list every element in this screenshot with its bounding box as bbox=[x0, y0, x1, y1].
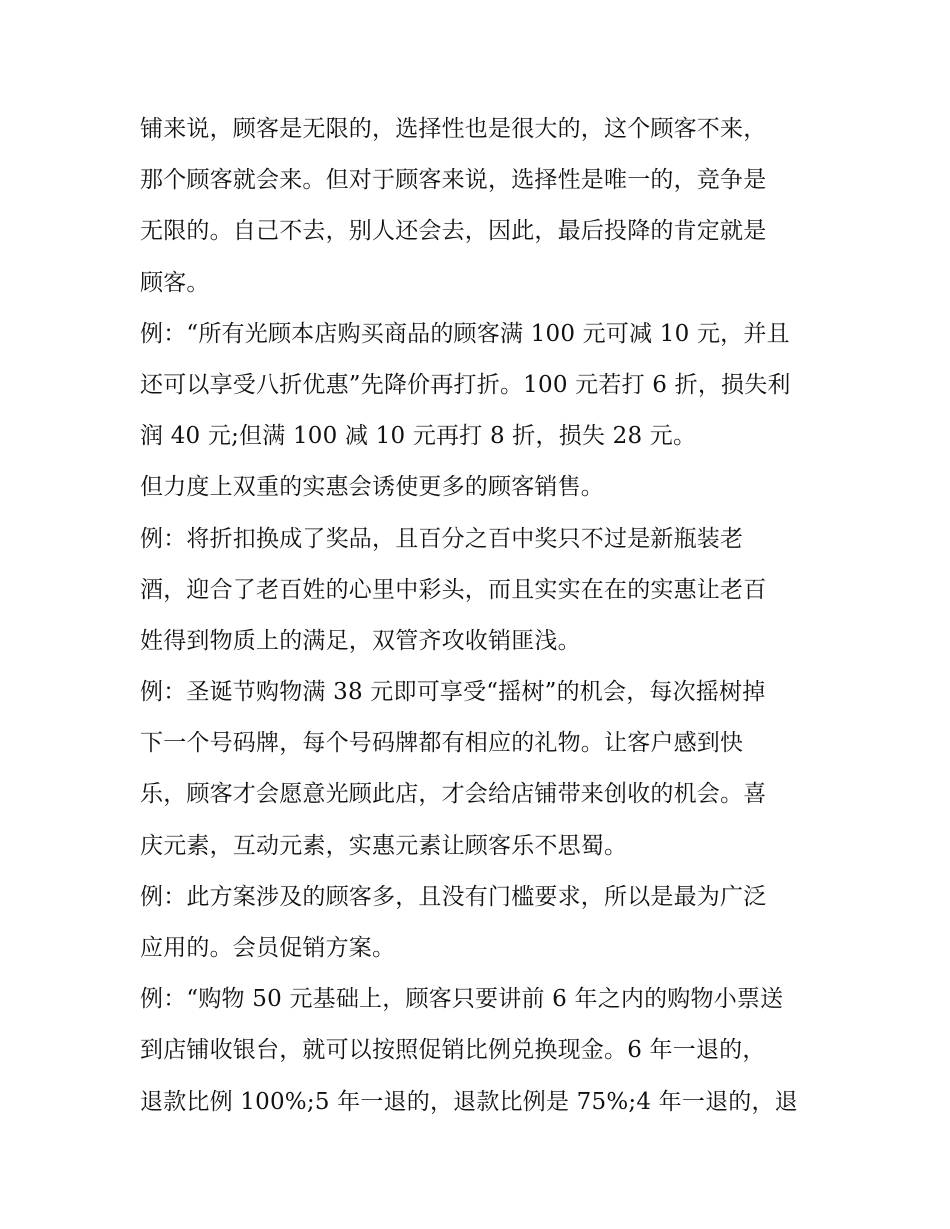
text-line: 乐，顾客才会愿意光顾此店，才会给店铺带来创收的机会。喜 bbox=[140, 781, 767, 808]
text-line: 铺来说，顾客是无限的，选择性也是很大的，这个顾客不来， bbox=[140, 116, 767, 142]
text-line: 例：将折扣换成了奖品，且百分之百中奖只不过是新瓶装老 bbox=[140, 525, 744, 552]
text-line: 到店铺收银台，就可以按照促销比例兑换现金。6 年一退的， bbox=[140, 1037, 766, 1064]
text-line: 下一个号码牌，每个号码牌都有相应的礼物。让客户感到快 bbox=[140, 730, 744, 757]
text-line: 例：圣诞节购物满 38 元即可享受“摇树”的机会，每次摇树掉 bbox=[140, 679, 766, 706]
text-line: 酒，迎合了老百姓的心里中彩头，而且实实在在的实惠让老百 bbox=[140, 576, 767, 603]
text-line: 那个顾客就会来。但对于顾客来说，选择性是唯一的，竞争是 bbox=[140, 167, 767, 194]
text-line: 还可以享受八折优惠”先降价再打折。100 元若打 6 折，损失利 bbox=[140, 371, 791, 398]
text-line: 顾客。 bbox=[140, 269, 210, 296]
text-line: 庆元素，互动元素，实惠元素让顾客乐不思蜀。 bbox=[140, 832, 628, 859]
text-line: 应用的。会员促销方案。 bbox=[140, 935, 396, 961]
text-line: 润 40 元;但满 100 减 10 元再打 8 折，损失 28 元。 bbox=[140, 423, 697, 450]
text-line: 但力度上双重的实惠会诱使更多的顾客销售。 bbox=[140, 474, 604, 501]
body-text bbox=[140, 104, 820, 1128]
text-line: 退款比例 100%;5 年一退的，退款比例是 75%;4 年一退的，退 bbox=[140, 1088, 798, 1115]
text-line: 例：此方案涉及的顾客多，且没有门槛要求，所以是最为广泛 bbox=[140, 883, 767, 910]
text-line: 例：“购物 50 元基础上，顾客只要讲前 6 年之内的购物小票送 bbox=[140, 986, 784, 1013]
text-line: 无限的。自己不去，别人还会去，因此，最后投降的肯定就是 bbox=[140, 218, 767, 245]
text-line: 例：“所有光顾本店购买商品的顾客满 100 元可减 10 元，并且 bbox=[140, 320, 790, 347]
text-line: 姓得到物质上的满足，双管齐攻收销匪浅。 bbox=[140, 627, 581, 654]
